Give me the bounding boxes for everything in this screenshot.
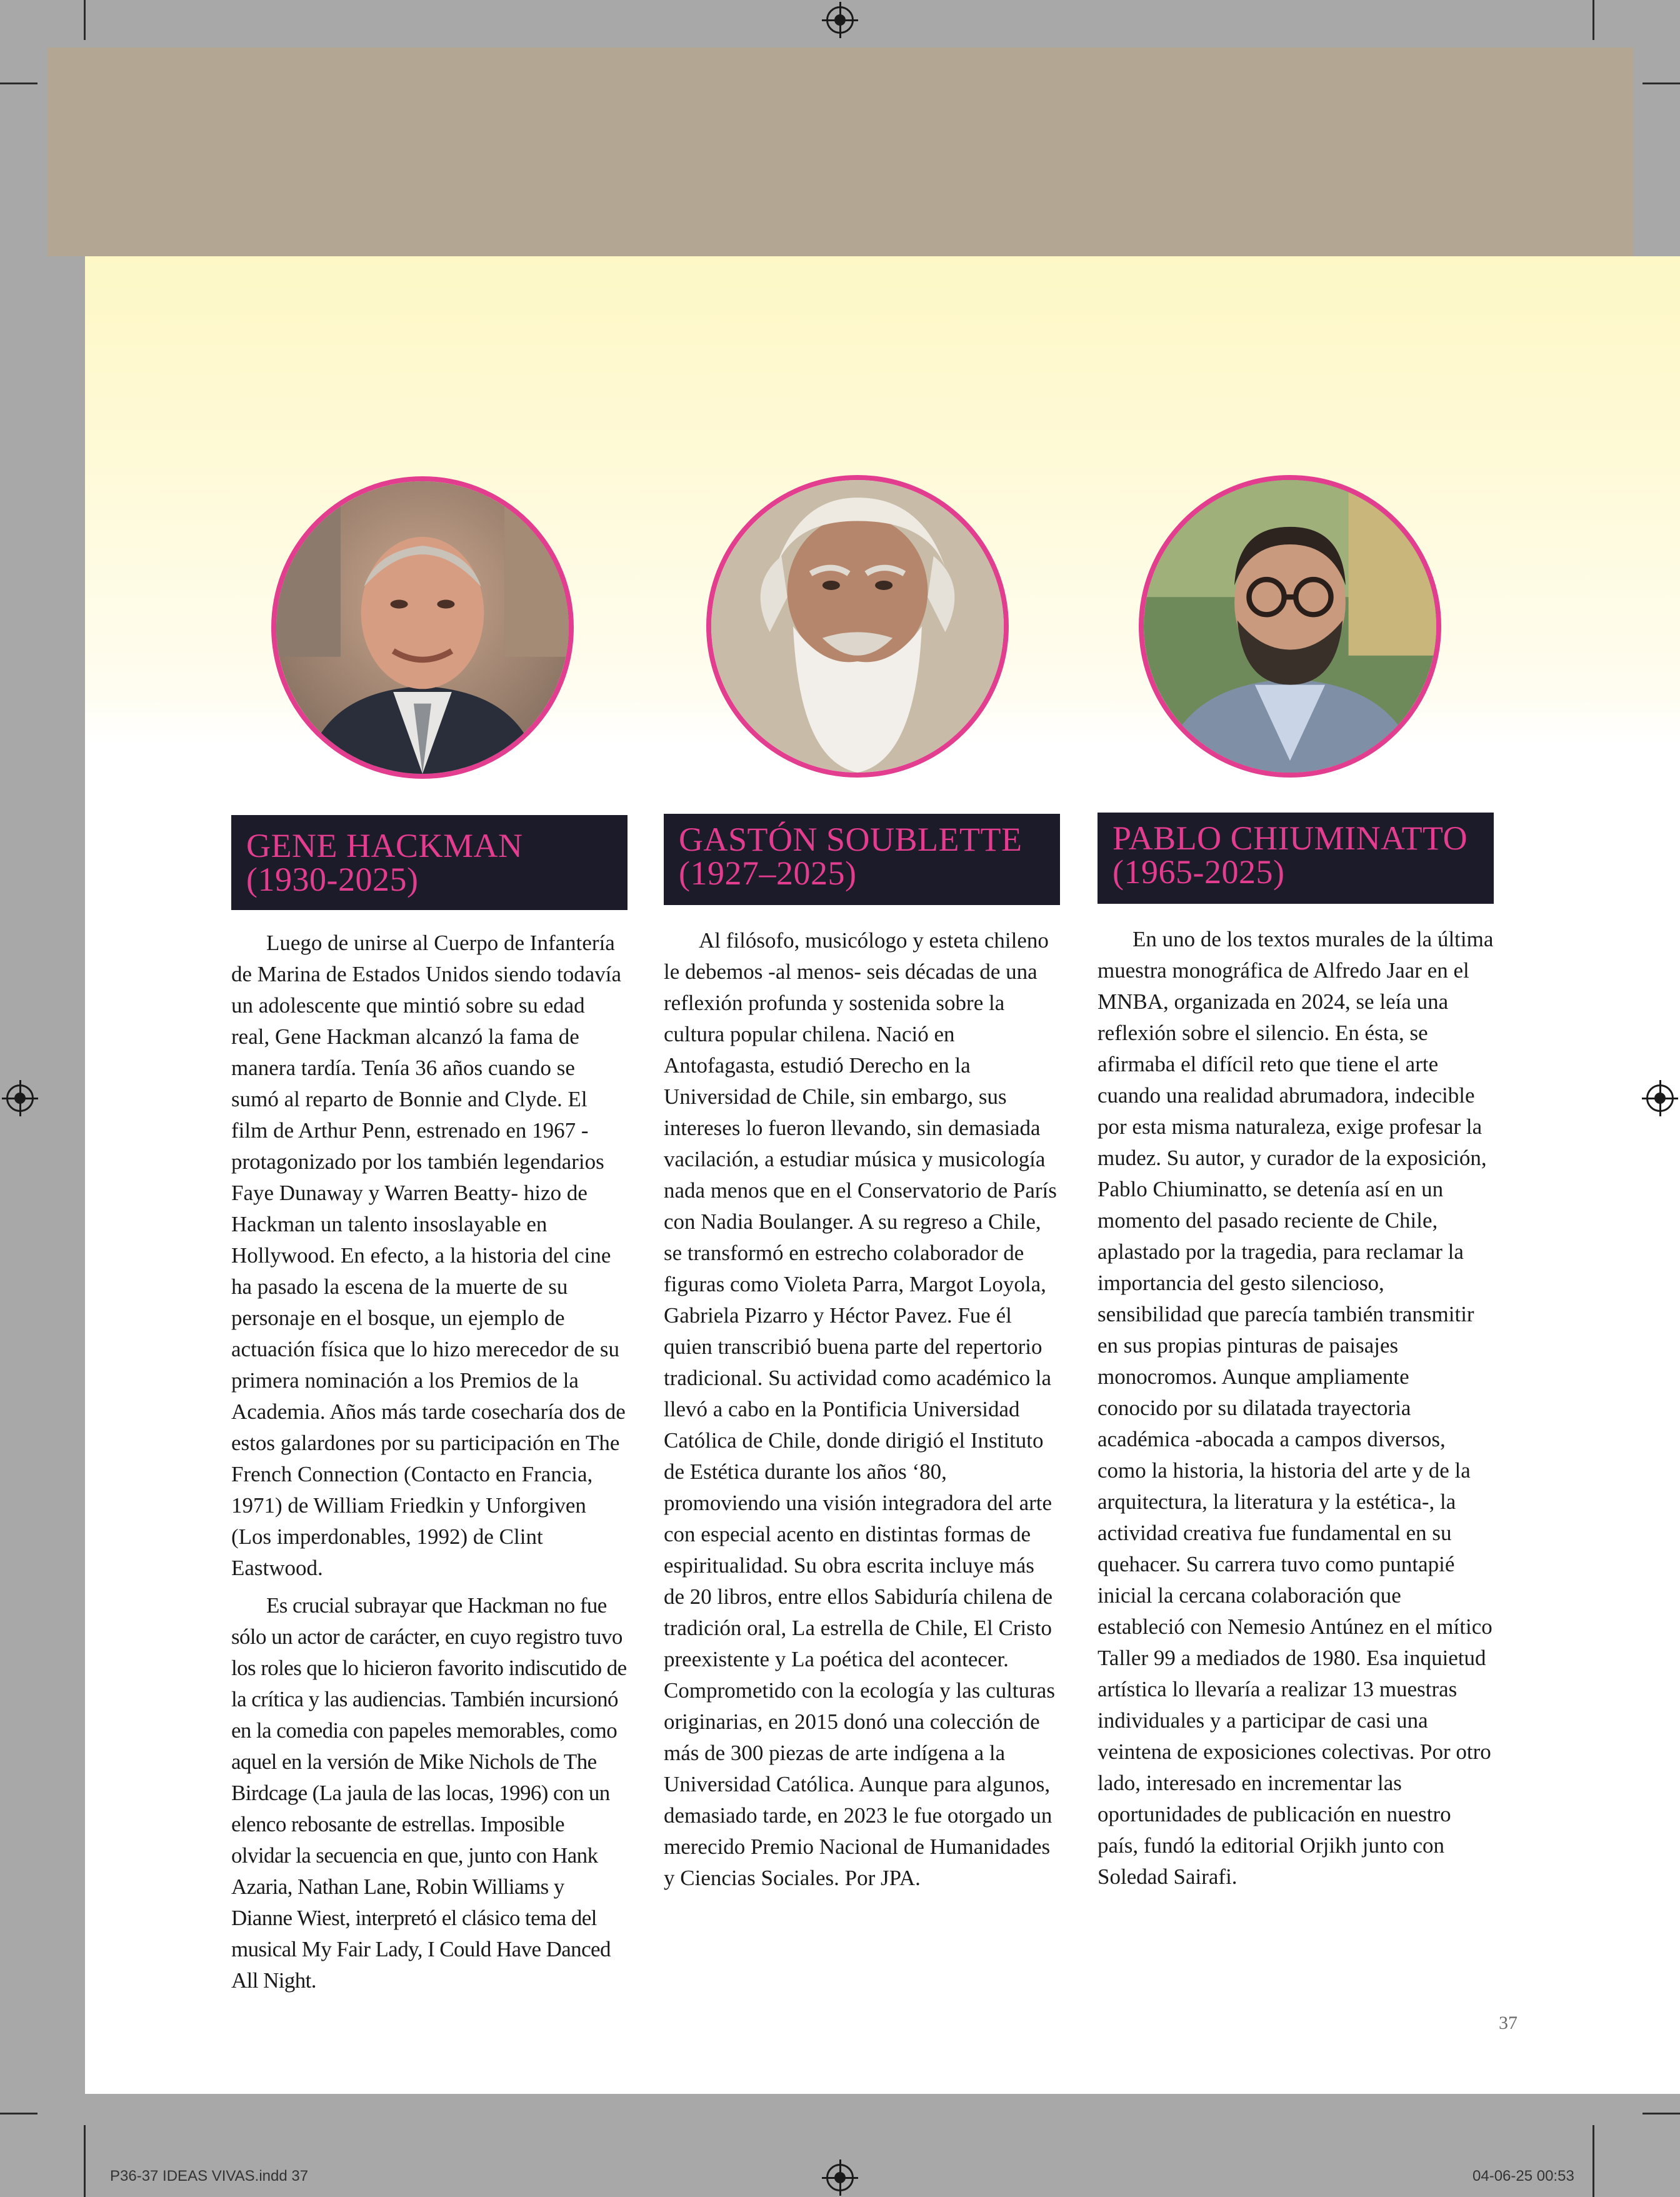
profile-name: PABLO CHIUMINATTO xyxy=(1112,819,1468,857)
body-paragraph: En uno de los textos murales de la última muestra monográfica de Alfredo Jaar en el MNBA, organizada en 2024, se leía una reflexión sobre el silencio. En ésta, se afirmaba el difícil reto que tiene el arte cuando una realidad abrumadora, indecible por esta misma naturaleza, exige profesar la mudez. Su autor, y curador de la exposición, Pablo Chiuminatto, se detenía así en un momento del pasado reciente de Chile, aplastado por la tragedia, para reclamar la importancia del gesto silencioso, sensibilidad que parecía también transmitir en sus propias pinturas de paisajes monocromos. Aunque ampliamente conocido por su dilatada trayectoria académica -abocada a campos diversos, como la historia, la historia del arte y de la arquitectura, la literatura y la estética-, la actividad creativa fue fundamental en su quehacer. Su carrera tuvo como puntapié inicial la cercana colaboración que estableció con Nemesio Antúnez en el mítico Taller 99 a mediados de 1980. Esa inquietud artística lo llevaría a realizar 13 muestras individuales y a participar de casi una veintena de exposiciones colectivas. Por otro lado, interesado en incrementar las oportunidades de publicación en nuestro país, fundó la editorial Orjikh junto con Soledad Sairafi. xyxy=(1098,927,1494,1889)
registration-mark-icon xyxy=(1646,1084,1674,1112)
name-box-pablo-chiuminatto xyxy=(1098,813,1494,904)
crop-mark xyxy=(84,0,86,40)
crop-mark xyxy=(84,2125,86,2197)
portrait-gene-hackman xyxy=(271,476,574,779)
registration-mark-icon xyxy=(826,2164,854,2191)
body-paragraph: Al filósofo, musicólogo y esteta chileno le debemos -al menos- seis décadas de una reflexión profunda y sostenida sobre la cultura popular chilena. Nació en Antofagasta, estudió Derecho en la Universidad de Chile, sin embargo, sus intereses lo fueron llevando, sin demasiada vacilación, a estudiar música y musicología nada menos que en el Conservatorio de París con Nadia Boulanger. A su regreso a Chile, se transformó en estrecho colaborador de figuras como Violeta Parra, Margot Loyola, Gabriela Pizarro y Héctor Pavez. Fue él quien transcribió buena parte del repertorio tradicional. Su actividad como académico la llevó a cabo en la Pontificia Universidad Católica de Chile, donde dirigió el Instituto de Estética durante los años ‘80, promoviendo una visión integradora del arte con especial acento en distintas formas de espiritualidad. Su obra escrita incluye más de 20 libros, entre ellos Sabiduría chilena de tradición oral, La estrella de Chile, El Cristo preexistente y La poética del acontecer. Comprometido con la ecología y las culturas originarias, en 2015 donó una colección de más de 300 piezas de arte indígena a la Universidad Católica. Aunque para algunos, demasiado tarde, en 2023 le fue otorgado un merecido Premio Nacional de Humanidades y Ciencias Sociales. Por JPA. xyxy=(664,928,1057,1890)
slug-datetime: 04-06-25 00:53 xyxy=(1472,2168,1574,2184)
profile-years: (1965-2025) xyxy=(1112,853,1285,891)
portrait-photo-icon xyxy=(711,480,1004,773)
profile-years: (1930-2025) xyxy=(246,861,419,898)
portrait-gaston-soublette xyxy=(706,475,1009,778)
body-paragraph: Luego de unirse al Cuerpo de Infantería de Marina de Estados Unidos siendo todavía un adolescente que mintió sobre su edad real, Gene Hackman alcanzó la fama de manera tardía. Tenía 36 años cuando se sumó al reparto de Bonnie and Clyde. El film de Arthur Penn, estrenado en 1967 -protagonizado por los también legendarios Faye Dunaway y Warren Beatty- hizo de Hackman un talento insoslayable en Hollywood. En efecto, a la historia del cine ha pasado la escena de la muerte de su personaje en el bosque, un ejemplo de actuación física que lo hizo merecedor de su primera nominación a los Premios de la Academia. Años más tarde cosecharía dos de estos galardones por su participación en The French Connection (Contacto en Francia, 1971) de William Friedkin y Unforgiven (Los imperdonables, 1992) de Clint Eastwood. xyxy=(231,931,626,1580)
crop-mark xyxy=(0,2113,38,2114)
column-gaston-soublette xyxy=(664,925,1060,1900)
registration-mark-icon xyxy=(826,6,854,34)
profile-name: GASTÓN SOUBLETTE xyxy=(679,821,1022,858)
profile-years: (1927–2025) xyxy=(679,854,857,892)
crop-mark xyxy=(1592,0,1594,40)
portrait-photo-icon xyxy=(1144,480,1436,773)
crop-mark xyxy=(1592,2125,1594,2197)
body-paragraph: Es crucial subrayar que Hackman no fue sólo un actor de carácter, en cuyo registro tuvo los roles que lo hicieron favorito indiscutido de la crítica y las audiencias. También incursionó en la comedia con papeles memorables, como aquel en la versión de Mike Nichols de The Birdcage (La jaula de las locas, 1996) con un elenco rebosante de estrellas. Imposible olvidar la secuencia en que, junto con Hank Azaria, Nathan Lane, Robin Williams y Dianne Wiest, interpretó el clásico tema del musical My Fair Lady, I Could Have Danced All Night. xyxy=(231,1593,627,1993)
column-gene-hackman xyxy=(231,928,628,2003)
header-band xyxy=(48,48,1634,256)
name-box-gaston-soublette xyxy=(664,814,1060,905)
portrait-photo-icon xyxy=(276,481,569,774)
column-pablo-chiuminatto xyxy=(1098,924,1494,1899)
registration-mark-icon xyxy=(6,1084,34,1112)
portrait-pablo-chiuminatto xyxy=(1139,475,1441,778)
profile-name: GENE HACKMAN xyxy=(246,827,523,864)
crop-mark xyxy=(0,83,38,84)
page-number: 37 xyxy=(1499,2013,1518,2033)
crop-mark xyxy=(1642,2113,1680,2114)
slug-file: P36-37 IDEAS VIVAS.indd 37 xyxy=(110,2168,309,2184)
crop-mark xyxy=(1642,83,1680,84)
name-box-gene-hackman xyxy=(231,815,628,910)
